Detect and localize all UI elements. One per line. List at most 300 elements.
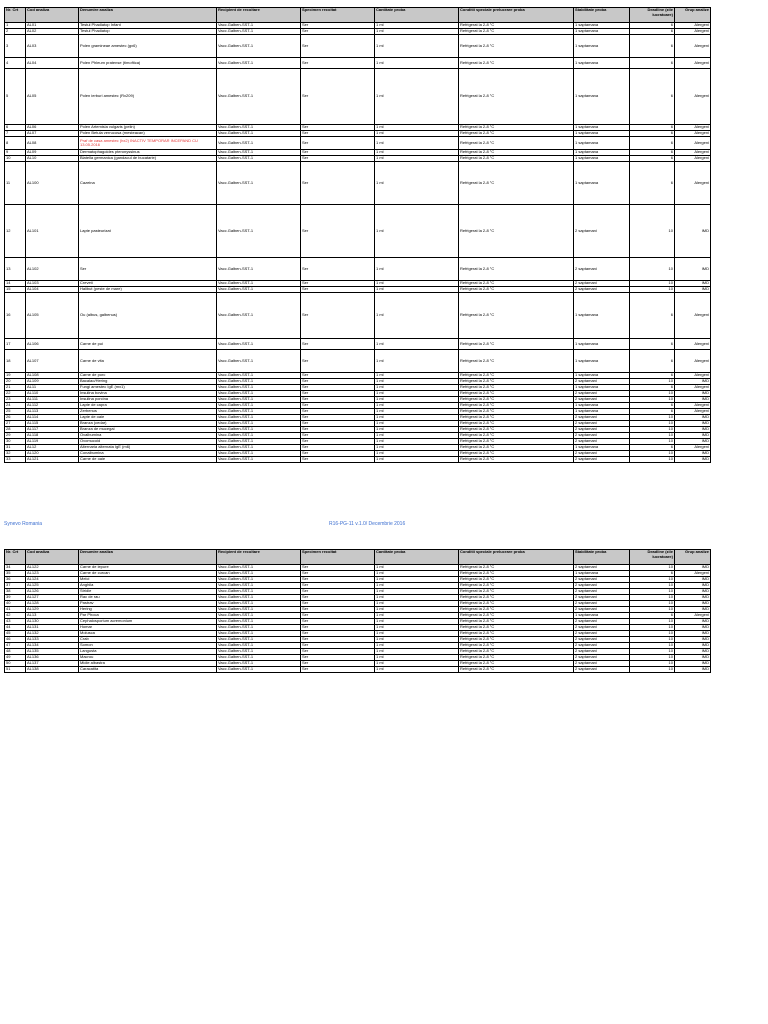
column-header-recipient: Recipient de recoltare xyxy=(217,550,301,565)
cell-nr-crt: 46 xyxy=(5,637,26,643)
cell-cantitate: 1 ml xyxy=(375,421,459,427)
cell-grup: IMD xyxy=(675,649,711,655)
cell-recipient: Vacc.Galben-SST-1 xyxy=(217,439,301,445)
cell-deadline: 6 xyxy=(630,350,675,373)
cell-recipient: Vacc.Galben-SST-1 xyxy=(217,661,301,667)
cell-deadline: 10 xyxy=(630,565,675,571)
cell-nr-crt: 6 xyxy=(5,125,26,131)
cell-nr-crt: 40 xyxy=(5,601,26,607)
cell-recipient: Vacc.Galben-SST-1 xyxy=(217,619,301,625)
cell-stabilitate: 1 saptamana xyxy=(574,385,630,391)
cell-cod-analiza: AL07 xyxy=(26,131,79,137)
cell-specimen: Ser xyxy=(301,373,375,379)
cell-specimen: Ser xyxy=(301,661,375,667)
cell-nr-crt: 26 xyxy=(5,415,26,421)
footer-document-code: R16-PG-11 v.1.0/ Decembrie 2016 xyxy=(329,521,406,527)
cell-grup: Alergeni xyxy=(675,156,711,162)
cell-cod-analiza: AL02 xyxy=(26,29,79,35)
cell-stabilitate: 2 saptamani xyxy=(574,565,630,571)
cell-cod-analiza: AL106 xyxy=(26,339,79,350)
cell-nr-crt: 39 xyxy=(5,595,26,601)
cell-grup: Alergeni xyxy=(675,137,711,150)
cell-nr-crt: 14 xyxy=(5,281,26,287)
cell-denumire-analiza: Langusta xyxy=(79,649,217,655)
cell-specimen: Ser xyxy=(301,69,375,125)
cell-recipient: Vacc.Galben-SST-1 xyxy=(217,613,301,619)
cell-denumire-analiza: Testul Phadiatop Infant xyxy=(79,23,217,29)
cell-recipient: Vacc.Galben-SST-1 xyxy=(217,379,301,385)
cell-denumire-analiza: Rac de rau xyxy=(79,595,217,601)
cell-specimen: Ser xyxy=(301,445,375,451)
cell-specimen: Ser xyxy=(301,58,375,69)
cell-deadline: 10 xyxy=(630,655,675,661)
cell-conditii: Refrigerat la 2-8 °C xyxy=(459,433,574,439)
cell-conditii: Refrigerat la 2-8 °C xyxy=(459,457,574,463)
cell-nr-crt: 23 xyxy=(5,397,26,403)
cell-nr-crt: 21 xyxy=(5,385,26,391)
cell-stabilitate: 2 saptamani xyxy=(574,451,630,457)
cell-cod-analiza: AL102 xyxy=(26,258,79,281)
cell-nr-crt: 33 xyxy=(5,457,26,463)
cell-denumire-analiza: Conalbumina xyxy=(79,451,217,457)
cell-nr-crt: 1 xyxy=(5,23,26,29)
cell-specimen: Ser xyxy=(301,571,375,577)
cell-specimen: Ser xyxy=(301,156,375,162)
cell-nr-crt: 25 xyxy=(5,409,26,415)
cell-nr-crt: 19 xyxy=(5,373,26,379)
cell-cantitate: 1 ml xyxy=(375,258,459,281)
cell-stabilitate: 1 saptamana xyxy=(574,69,630,125)
cell-denumire-analiza: Carne de oaie xyxy=(79,457,217,463)
cell-conditii: Refrigerat la 2-8 °C xyxy=(459,29,574,35)
cell-recipient: Vacc.Galben-SST-1 xyxy=(217,643,301,649)
cell-conditii: Refrigerat la 2-8 °C xyxy=(459,565,574,571)
cell-nr-crt: 51 xyxy=(5,667,26,673)
cell-cod-analiza: AL131 xyxy=(26,625,79,631)
cell-nr-crt: 2 xyxy=(5,29,26,35)
cell-conditii: Refrigerat la 2-8 °C xyxy=(459,643,574,649)
cell-deadline: 10 xyxy=(630,205,675,258)
cell-stabilitate: 1 saptamana xyxy=(574,339,630,350)
cell-specimen: Ser xyxy=(301,607,375,613)
cell-recipient: Vacc.Galben-SST-1 xyxy=(217,625,301,631)
cell-deadline: 10 xyxy=(630,631,675,637)
cell-grup: IMD xyxy=(675,637,711,643)
cell-stabilitate: 2 saptamani xyxy=(574,421,630,427)
cell-grup: Alergeni xyxy=(675,385,711,391)
cell-deadline: 6 xyxy=(630,58,675,69)
cell-denumire-analiza: Dermatophagoides pteronyssinus xyxy=(79,150,217,156)
cell-denumire-analiza: Homar xyxy=(79,625,217,631)
cell-recipient: Vacc.Galben-SST-1 xyxy=(217,457,301,463)
cell-conditii: Refrigerat la 2-8 °C xyxy=(459,601,574,607)
cell-conditii: Refrigerat la 2-8 °C xyxy=(459,625,574,631)
cell-conditii: Refrigerat la 2-8 °C xyxy=(459,571,574,577)
cell-cod-analiza: AL08 xyxy=(26,137,79,150)
cell-grup: IMD xyxy=(675,589,711,595)
cell-deadline: 6 xyxy=(630,23,675,29)
cell-specimen: Ser xyxy=(301,439,375,445)
cell-recipient: Vacc.Galben-SST-1 xyxy=(217,293,301,339)
cell-grup: Alergeni xyxy=(675,150,711,156)
cell-conditii: Refrigerat la 2-8 °C xyxy=(459,137,574,150)
cell-stabilitate: 1 saptamana xyxy=(574,125,630,131)
cell-recipient: Vacc.Galben-SST-1 xyxy=(217,35,301,58)
cell-nr-crt: 31 xyxy=(5,445,26,451)
cell-deadline: 6 xyxy=(630,571,675,577)
cell-recipient: Vacc.Galben-SST-1 xyxy=(217,150,301,156)
cell-deadline: 6 xyxy=(630,131,675,137)
column-header-grup: Grup analize xyxy=(675,550,711,565)
cell-specimen: Ser xyxy=(301,23,375,29)
cell-stabilitate: 2 saptamani xyxy=(574,607,630,613)
cell-grup: IMD xyxy=(675,281,711,287)
cell-recipient: Vacc.Galben-SST-1 xyxy=(217,29,301,35)
cell-conditii: Refrigerat la 2-8 °C xyxy=(459,162,574,205)
cell-stabilitate: 2 saptamani xyxy=(574,379,630,385)
cell-deadline: 6 xyxy=(630,35,675,58)
cell-grup: IMD xyxy=(675,391,711,397)
cell-nr-crt: 50 xyxy=(5,661,26,667)
column-header-grup: Grup analize xyxy=(675,8,711,23)
cell-denumire-analiza: Hering xyxy=(79,607,217,613)
cell-cod-analiza: AL10 xyxy=(26,156,79,162)
cell-deadline: 10 xyxy=(630,451,675,457)
cell-grup: IMD xyxy=(675,625,711,631)
cell-grup: IMD xyxy=(675,619,711,625)
cell-conditii: Refrigerat la 2-8 °C xyxy=(459,649,574,655)
cell-cantitate: 1 ml xyxy=(375,409,459,415)
cell-deadline: 6 xyxy=(630,339,675,350)
cell-stabilitate: 2 saptamani xyxy=(574,391,630,397)
column-header-conditii: Conditii speciale prelucrare proba xyxy=(459,8,574,23)
cell-cod-analiza: AL118 xyxy=(26,433,79,439)
cell-deadline: 10 xyxy=(630,595,675,601)
cell-denumire-analiza: Caracatita xyxy=(79,667,217,673)
cell-specimen: Ser xyxy=(301,379,375,385)
cell-cantitate: 1 ml xyxy=(375,373,459,379)
cell-conditii: Refrigerat la 2-8 °C xyxy=(459,595,574,601)
cell-nr-crt: 10 xyxy=(5,156,26,162)
cell-denumire-analiza: Lapte de capra xyxy=(79,403,217,409)
cell-cod-analiza: AL12 xyxy=(26,445,79,451)
cell-recipient: Vacc.Galben-SST-1 xyxy=(217,205,301,258)
cell-nr-crt: 30 xyxy=(5,439,26,445)
cell-cod-analiza: AL124 xyxy=(26,577,79,583)
cell-specimen: Ser xyxy=(301,655,375,661)
cell-specimen: Ser xyxy=(301,643,375,649)
cell-conditii: Refrigerat la 2-8 °C xyxy=(459,655,574,661)
cell-cantitate: 1 ml xyxy=(375,571,459,577)
cell-deadline: 6 xyxy=(630,150,675,156)
cell-nr-crt: 37 xyxy=(5,583,26,589)
column-header-denumire-analiza: Denumire analiza xyxy=(79,8,217,23)
cell-cod-analiza: AL136 xyxy=(26,655,79,661)
cell-denumire-analiza: Bacalao/Hering xyxy=(79,379,217,385)
cell-stabilitate: 1 saptamana xyxy=(574,156,630,162)
cell-denumire-analiza: Alternaria alternata IgE (m6) xyxy=(79,445,217,451)
cell-recipient: Vacc.Galben-SST-1 xyxy=(217,69,301,125)
cell-denumire-analiza: Carne de porc xyxy=(79,373,217,379)
cell-stabilitate: 2 saptamani xyxy=(574,397,630,403)
cell-specimen: Ser xyxy=(301,613,375,619)
cell-stabilitate: 2 saptamani xyxy=(574,589,630,595)
cell-grup: Alergeni xyxy=(675,403,711,409)
cell-stabilitate: 1 saptamana xyxy=(574,131,630,137)
cell-deadline: 10 xyxy=(630,601,675,607)
cell-denumire-analiza: Melci xyxy=(79,577,217,583)
cell-conditii: Refrigerat la 2-8 °C xyxy=(459,583,574,589)
cell-cod-analiza: AL108 xyxy=(26,373,79,379)
cell-denumire-analiza: Cephalosporium acremonium xyxy=(79,619,217,625)
cell-denumire-analiza: Polen Betula verrucosa (mesteacan) xyxy=(79,131,217,137)
cell-cantitate: 1 ml xyxy=(375,339,459,350)
cell-conditii: Refrigerat la 2-8 °C xyxy=(459,58,574,69)
cell-nr-crt: 43 xyxy=(5,619,26,625)
cell-grup: Alergeni xyxy=(675,125,711,131)
cell-cod-analiza: AL123 xyxy=(26,571,79,577)
cell-cantitate: 1 ml xyxy=(375,150,459,156)
cell-grup: IMD xyxy=(675,258,711,281)
cell-denumire-analiza: Macrou xyxy=(79,655,217,661)
cell-stabilitate: 2 saptamani xyxy=(574,655,630,661)
table-row xyxy=(5,667,711,673)
analysis-table-page-2 xyxy=(4,549,711,673)
cell-recipient: Vacc.Galben-SST-1 xyxy=(217,415,301,421)
cell-grup: IMD xyxy=(675,439,711,445)
cell-cantitate: 1 ml xyxy=(375,427,459,433)
cell-recipient: Vacc.Galben-SST-1 xyxy=(217,131,301,137)
cell-denumire-analiza: Molusca xyxy=(79,631,217,637)
column-header-stabilitate: Stabilitate proba xyxy=(574,550,630,565)
cell-stabilitate: 1 saptamana xyxy=(574,35,630,58)
cell-stabilitate: 2 saptamani xyxy=(574,643,630,649)
cell-cantitate: 1 ml xyxy=(375,661,459,667)
cell-grup: IMD xyxy=(675,451,711,457)
cell-denumire-analiza: Carne de vita xyxy=(79,350,217,373)
cell-conditii: Refrigerat la 2-8 °C xyxy=(459,637,574,643)
cell-denumire-analiza: Polen Phleum pratense (timoftica) xyxy=(79,58,217,69)
cell-grup: IMD xyxy=(675,661,711,667)
cell-deadline: 10 xyxy=(630,649,675,655)
cell-stabilitate: 1 saptamana xyxy=(574,29,630,35)
cell-cod-analiza: AL117 xyxy=(26,427,79,433)
analysis-table-page-1 xyxy=(4,7,711,463)
cell-recipient: Vacc.Galben-SST-1 xyxy=(217,655,301,661)
cell-conditii: Refrigerat la 2-8 °C xyxy=(459,379,574,385)
cell-conditii: Refrigerat la 2-8 °C xyxy=(459,577,574,583)
cell-deadline: 10 xyxy=(630,379,675,385)
cell-nr-crt: 15 xyxy=(5,287,26,293)
table-body xyxy=(5,23,711,463)
cell-nr-crt: 7 xyxy=(5,131,26,137)
cell-nr-crt: 35 xyxy=(5,571,26,577)
cell-stabilitate: 1 saptamana xyxy=(574,293,630,339)
cell-denumire-analiza: Lapte pasteurizat xyxy=(79,205,217,258)
cell-specimen: Ser xyxy=(301,162,375,205)
cell-cantitate: 1 ml xyxy=(375,23,459,29)
cell-recipient: Vacc.Galben-SST-1 xyxy=(217,137,301,150)
cell-grup: IMD xyxy=(675,595,711,601)
cell-denumire-analiza: Carne de pui xyxy=(79,339,217,350)
cell-cantitate: 1 ml xyxy=(375,643,459,649)
cell-cantitate: 1 ml xyxy=(375,403,459,409)
column-header-denumire-analiza: Denumire analiza xyxy=(79,550,217,565)
cell-grup: Alergeni xyxy=(675,69,711,125)
cell-recipient: Vacc.Galben-SST-1 xyxy=(217,607,301,613)
cell-nr-crt: 38 xyxy=(5,589,26,595)
column-header-nr-crt: Nr. Crt xyxy=(5,550,26,565)
cell-cod-analiza: AL129 xyxy=(26,607,79,613)
cell-cantitate: 1 ml xyxy=(375,131,459,137)
cell-cantitate: 1 ml xyxy=(375,565,459,571)
cell-stabilitate: 2 saptamani xyxy=(574,439,630,445)
cell-deadline: 10 xyxy=(630,433,675,439)
cell-conditii: Refrigerat la 2-8 °C xyxy=(459,631,574,637)
cell-cod-analiza: AL114 xyxy=(26,415,79,421)
cell-stabilitate: 2 saptamani xyxy=(574,625,630,631)
cell-deadline: 10 xyxy=(630,577,675,583)
cell-denumire-analiza: Anghila xyxy=(79,583,217,589)
cell-conditii: Refrigerat la 2-8 °C xyxy=(459,607,574,613)
cell-conditii: Refrigerat la 2-8 °C xyxy=(459,258,574,281)
cell-cod-analiza: AL03 xyxy=(26,35,79,58)
cell-grup: Alergeni xyxy=(675,35,711,58)
cell-grup: IMD xyxy=(675,397,711,403)
cell-stabilitate: 1 saptamana xyxy=(574,373,630,379)
cell-denumire-analiza: Pastrav xyxy=(79,601,217,607)
cell-conditii: Refrigerat la 2-8 °C xyxy=(459,69,574,125)
cell-cod-analiza: AL110 xyxy=(26,391,79,397)
cell-specimen: Ser xyxy=(301,137,375,150)
cell-cod-analiza: AL137 xyxy=(26,661,79,667)
cell-conditii: Refrigerat la 2-8 °C xyxy=(459,619,574,625)
cell-denumire-analiza: Polen Artemisia vulgaris (pelin) xyxy=(79,125,217,131)
cell-grup: Alergeni xyxy=(675,162,711,205)
cell-recipient: Vacc.Galben-SST-1 xyxy=(217,409,301,415)
cell-stabilitate: 2 saptamani xyxy=(574,601,630,607)
cell-conditii: Refrigerat la 2-8 °C xyxy=(459,350,574,373)
cell-nr-crt: 36 xyxy=(5,577,26,583)
cell-conditii: Refrigerat la 2-8 °C xyxy=(459,427,574,433)
cell-nr-crt: 12 xyxy=(5,205,26,258)
cell-conditii: Refrigerat la 2-8 °C xyxy=(459,667,574,673)
cell-nr-crt: 3 xyxy=(5,35,26,58)
cell-recipient: Vacc.Galben-SST-1 xyxy=(217,339,301,350)
cell-nr-crt: 20 xyxy=(5,379,26,385)
cell-cantitate: 1 ml xyxy=(375,137,459,150)
cell-stabilitate: 2 saptamani xyxy=(574,583,630,589)
cell-grup: Alergeni xyxy=(675,23,711,29)
cell-specimen: Ser xyxy=(301,150,375,156)
cell-deadline: 6 xyxy=(630,162,675,205)
cell-nr-crt: 16 xyxy=(5,293,26,339)
cell-grup: Alergeni xyxy=(675,409,711,415)
cell-cantitate: 1 ml xyxy=(375,293,459,339)
cell-deadline: 10 xyxy=(630,589,675,595)
cell-deadline: 10 xyxy=(630,427,675,433)
cell-cod-analiza: AL134 xyxy=(26,643,79,649)
cell-grup: IMD xyxy=(675,287,711,293)
cell-stabilitate: 2 saptamani xyxy=(574,619,630,625)
cell-nr-crt: 11 xyxy=(5,162,26,205)
cell-cantitate: 1 ml xyxy=(375,619,459,625)
cell-conditii: Refrigerat la 2-8 °C xyxy=(459,421,574,427)
cell-specimen: Ser xyxy=(301,421,375,427)
cell-recipient: Vacc.Galben-SST-1 xyxy=(217,667,301,673)
cell-specimen: Ser xyxy=(301,287,375,293)
cell-denumire-analiza: Branza (cedar) xyxy=(79,421,217,427)
cell-cantitate: 1 ml xyxy=(375,631,459,637)
cell-deadline: 6 xyxy=(630,125,675,131)
table-header xyxy=(5,550,711,565)
cell-cod-analiza: AL126 xyxy=(26,589,79,595)
cell-recipient: Vacc.Galben-SST-1 xyxy=(217,58,301,69)
cell-cantitate: 1 ml xyxy=(375,125,459,131)
cell-deadline: 6 xyxy=(630,156,675,162)
cell-specimen: Ser xyxy=(301,667,375,673)
cell-grup: IMD xyxy=(675,457,711,463)
cell-nr-crt: 29 xyxy=(5,433,26,439)
cell-denumire-analiza: Blatella germanica (gandacul de bucatarie) xyxy=(79,156,217,162)
cell-recipient: Vacc.Galben-SST-1 xyxy=(217,631,301,637)
cell-nr-crt: 47 xyxy=(5,643,26,649)
cell-specimen: Ser xyxy=(301,339,375,350)
cell-cod-analiza: AL100 xyxy=(26,162,79,205)
cell-cod-analiza: AL103 xyxy=(26,281,79,287)
cell-cod-analiza: AL119 xyxy=(26,439,79,445)
cell-denumire-analiza: Ou (albus, galbenus) xyxy=(79,293,217,339)
cell-stabilitate: 1 saptamana xyxy=(574,409,630,415)
cell-specimen: Ser xyxy=(301,565,375,571)
cell-cantitate: 1 ml xyxy=(375,595,459,601)
cell-denumire-analiza: Insulina porcina xyxy=(79,397,217,403)
cell-deadline: 6 xyxy=(630,445,675,451)
cell-stabilitate: 2 saptamani xyxy=(574,595,630,601)
cell-specimen: Ser xyxy=(301,457,375,463)
cell-specimen: Ser xyxy=(301,350,375,373)
cell-cantitate: 1 ml xyxy=(375,439,459,445)
footer-company: Synevo Romania xyxy=(4,521,43,527)
cell-specimen: Ser xyxy=(301,391,375,397)
cell-deadline: 10 xyxy=(630,287,675,293)
cell-stabilitate: 2 saptamani xyxy=(574,281,630,287)
cell-recipient: Vacc.Galben-SST-1 xyxy=(217,589,301,595)
cell-cod-analiza: AL111 xyxy=(26,397,79,403)
cell-grup: Alergeni xyxy=(675,339,711,350)
cell-recipient: Vacc.Galben-SST-1 xyxy=(217,287,301,293)
cell-cod-analiza: AL09 xyxy=(26,150,79,156)
cell-nr-crt: 34 xyxy=(5,565,26,571)
cell-stabilitate: 1 saptamana xyxy=(574,571,630,577)
cell-deadline: 10 xyxy=(630,439,675,445)
cell-stabilitate: 1 saptamana xyxy=(574,613,630,619)
cell-grup: IMD xyxy=(675,421,711,427)
cell-stabilitate: 2 saptamani xyxy=(574,433,630,439)
cell-specimen: Ser xyxy=(301,637,375,643)
cell-conditii: Refrigerat la 2-8 °C xyxy=(459,205,574,258)
table-row xyxy=(5,35,711,58)
table-row xyxy=(5,350,711,373)
column-header-cod-analiza: Cod analiza xyxy=(26,8,79,23)
cell-deadline: 6 xyxy=(630,373,675,379)
cell-deadline: 10 xyxy=(630,619,675,625)
cell-grup: Alergeni xyxy=(675,571,711,577)
cell-specimen: Ser xyxy=(301,403,375,409)
cell-cantitate: 1 ml xyxy=(375,29,459,35)
cell-grup: Alergeni xyxy=(675,58,711,69)
column-header-conditii: Conditii speciale prelucrare proba xyxy=(459,550,574,565)
